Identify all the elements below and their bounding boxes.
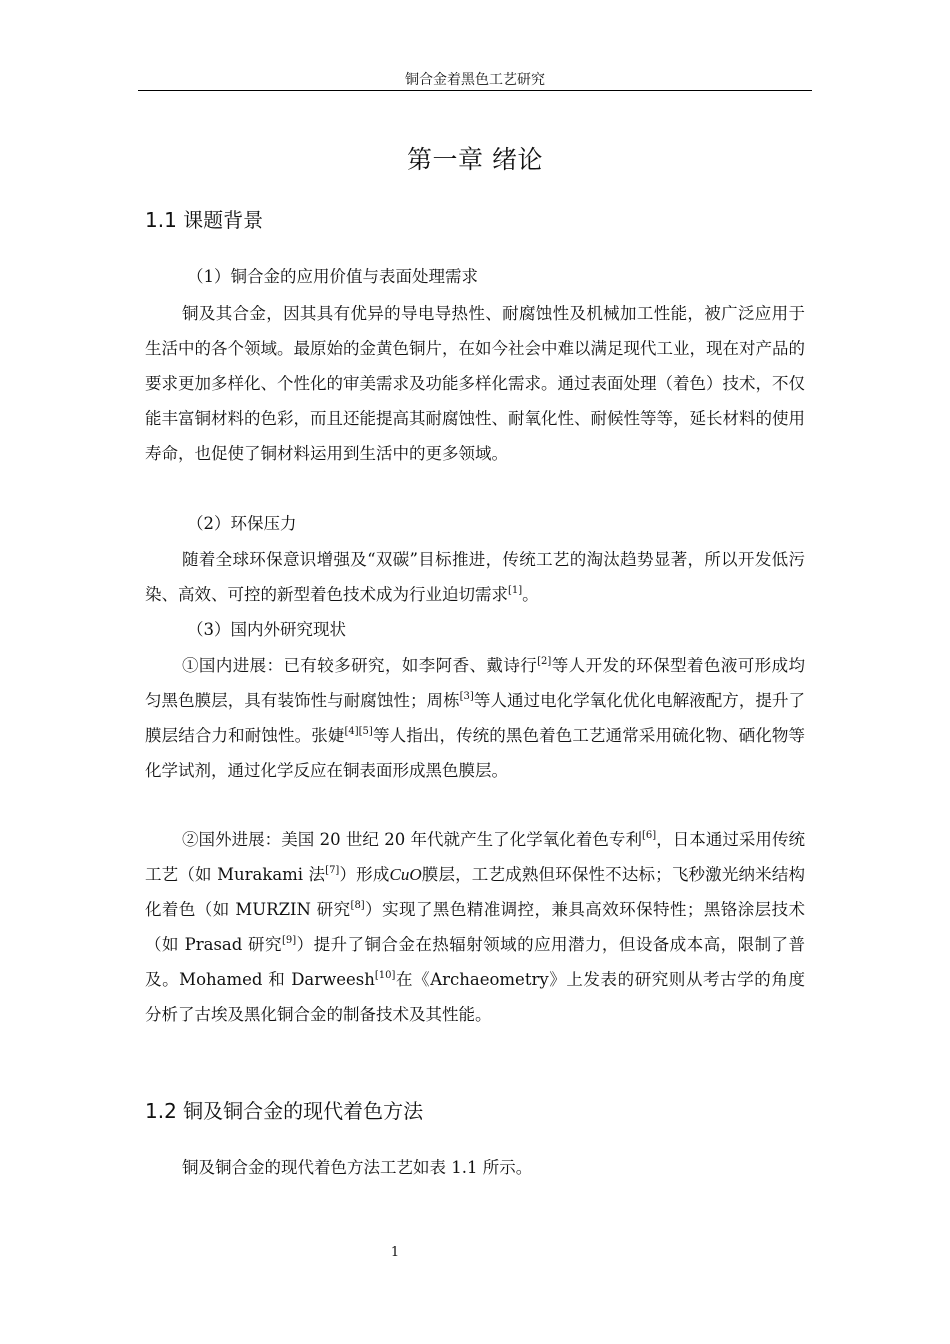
paragraph-table-reference: 铜及铜合金的现代着色方法工艺如表 1.1 所示。 bbox=[182, 1158, 533, 1177]
page-number: 1 bbox=[390, 1245, 400, 1260]
header-rule bbox=[138, 90, 812, 91]
citation-4-5: [4][5] bbox=[344, 726, 373, 737]
running-header: 铜合金着黑色工艺研究 bbox=[405, 72, 545, 88]
subheading-application-value: （1）铜合金的应用价值与表面处理需求 bbox=[187, 267, 478, 286]
formula-cuo: CuO bbox=[389, 865, 422, 884]
paragraph-foreign-progress: ②国外进展：美国 20 世纪 20 年代就产生了化学氧化着色专利[6]，日本通过采用传统工艺（如 Murakami 法[7]）形成CuO膜层，工艺成熟但环保性不达标；飞秒激光纳米结构化着色（如 MURZIN 研究[8]）实现了黑色精准调控，兼具高效环保特性；黑铬涂层技术（如 Prasad 研究[9]）提升了铜合金在热辐射领域的应用潜力，但设备成本高，限制了普及。Mohamed 和 Darweesh[10]在《Archaeometry》上发表的研究则从考古学的角度分析了古埃及黑化铜合金的制备技术及其性能。 bbox=[145, 830, 806, 1024]
paragraph-application: 铜及其合金，因其具有优异的导电导热性、耐腐蚀性及机械加工性能，被广泛应用于生活中的各个领域。最原始的金黄色铜片，在如今社会中难以满足现代工业，现在对产品的要求更加多样化、个性化的审美需求及功能多样化需求。通过表面处理（着色）技术，不仅能丰富铜材料的色彩，而且还能提高其耐腐蚀性、耐氧化性、耐候性等等，延长材料的使用寿命，也促使了铜材料运用到生活中的更多领域。 bbox=[145, 304, 805, 463]
citation-6: [6] bbox=[642, 830, 657, 841]
citation-10: [10] bbox=[374, 970, 396, 981]
section-heading-1-2: 1.2 铜及铜合金的现代着色方法 bbox=[145, 1099, 424, 1123]
chapter-title: 第一章 绪论 bbox=[407, 145, 543, 174]
paragraph-domestic-progress: ①国内进展：已有较多研究，如李阿香、戴诗行[2]等人开发的环保型着色液可形成均匀黑色膜层，具有装饰性与耐腐蚀性；周栋[3]等人通过电化学氧化优化电解液配方，提升了膜层结合力和耐蚀性。张婕[4][5]等人指出，传统的黑色着色工艺通常采用硫化物、硒化物等化学试剂，通过化学反应在铜表面形成黑色膜层。 bbox=[145, 656, 806, 780]
citation-1: [1] bbox=[508, 585, 523, 596]
citation-9: [9] bbox=[281, 935, 297, 946]
subheading-environmental-pressure: （2）环保压力 bbox=[187, 514, 297, 533]
citation-2: [2] bbox=[537, 656, 552, 667]
paragraph-environmental: 随着全球环保意识增强及“双碳”目标推进，传统工艺的淘汰趋势显著，所以开发低污染、高效、可控的新型着色技术成为行业迫切需求[1]。 bbox=[145, 550, 805, 604]
citation-8: [8] bbox=[350, 900, 365, 911]
subheading-research-status: （3）国内外研究现状 bbox=[187, 620, 346, 639]
section-heading-1-1: 1.1 课题背景 bbox=[145, 208, 264, 232]
citation-7: [7] bbox=[325, 865, 340, 876]
citation-3: [3] bbox=[459, 691, 474, 702]
